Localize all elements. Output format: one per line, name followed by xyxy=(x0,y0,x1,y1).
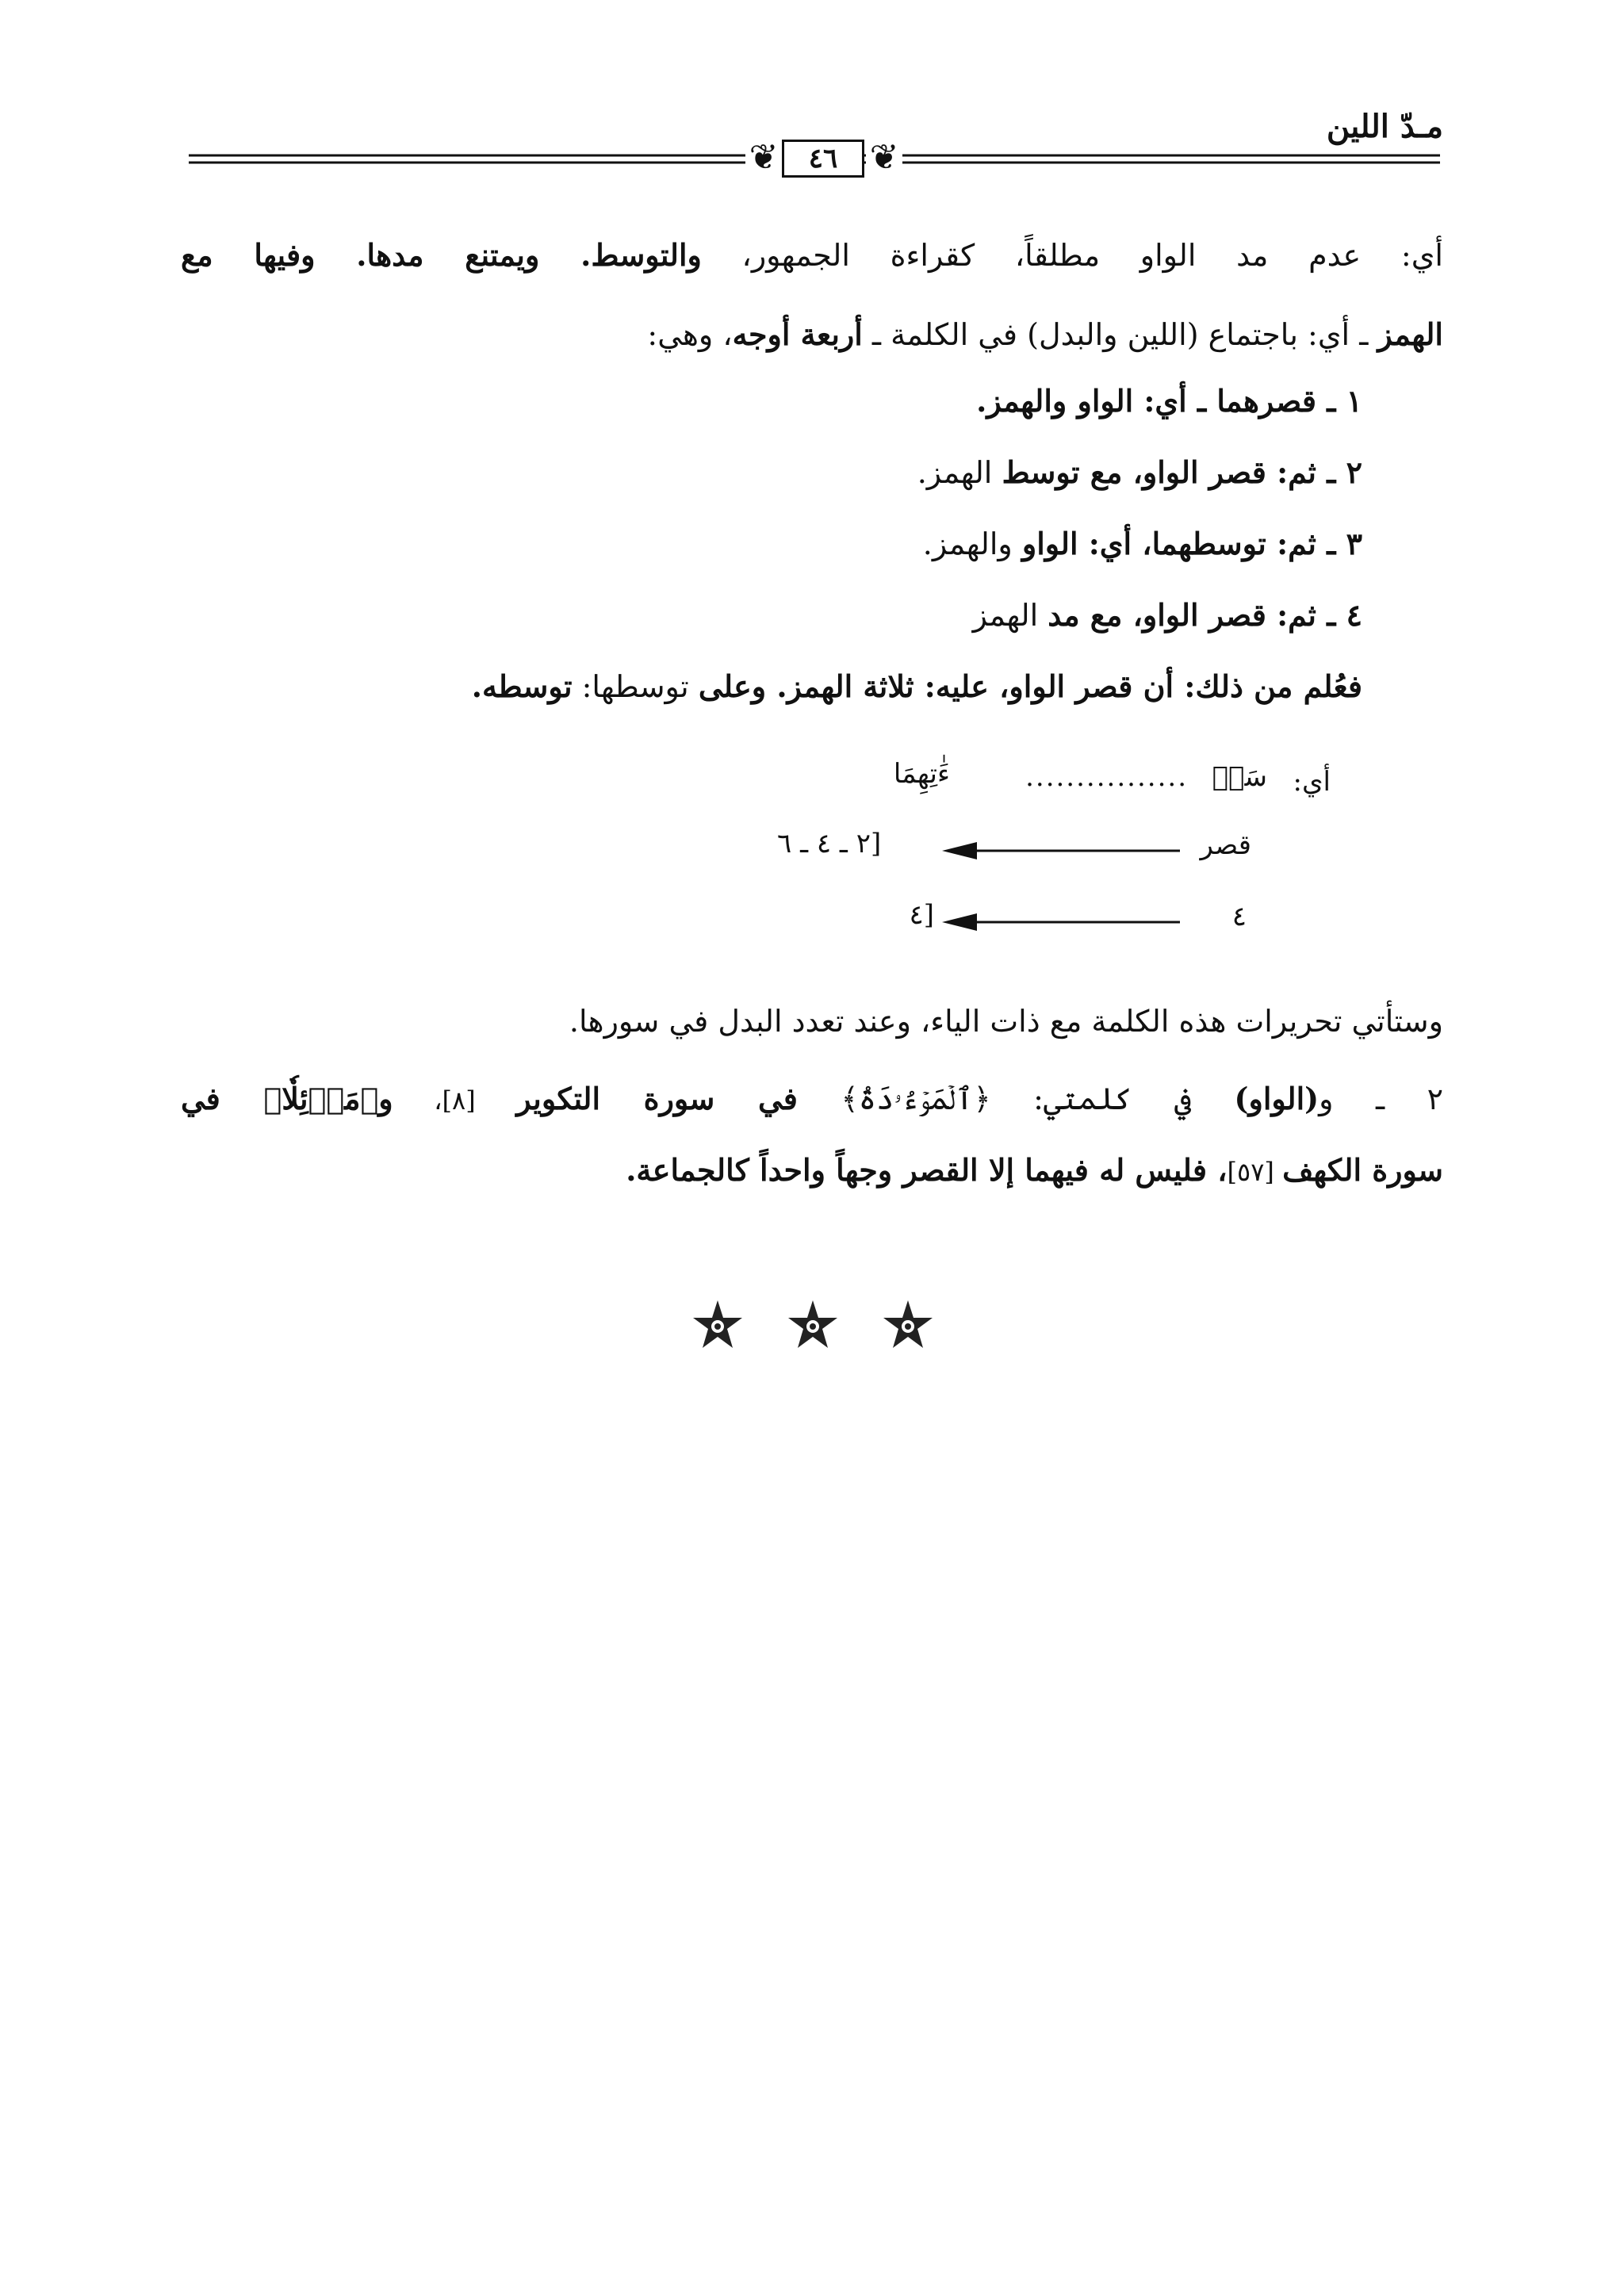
text-run: ، وهي: xyxy=(647,317,733,352)
diagram-dots: ................ xyxy=(1025,761,1188,793)
bold-run: في سورة التكوير xyxy=(516,1081,841,1116)
paragraph-line xyxy=(181,1075,1443,1124)
conclusion-line xyxy=(472,663,1362,710)
diagram-row-values: [٤ xyxy=(909,899,934,931)
bold-run: (الواو) xyxy=(1234,1081,1320,1116)
list-item xyxy=(976,377,1362,425)
diagram-row-values: [٢ ـ ٤ ـ ٦ xyxy=(777,828,882,859)
arrow-left-icon xyxy=(942,839,1180,863)
bold-run: والتوسط. ويمتنع مدها. وفيها مع xyxy=(181,237,702,273)
item-bold: ٢ ـ ثم: قصر الواو، مع توسط xyxy=(1002,454,1362,490)
item-bold: ١ ـ قصرهما ـ أي: الواو والهمز. xyxy=(976,383,1362,419)
diagram-word: سَوۡ xyxy=(1212,761,1267,793)
diagram-row-label: قصر xyxy=(1200,829,1251,861)
text-run: ٢ ـ و xyxy=(1319,1081,1443,1116)
page-number: ٤٦ xyxy=(782,140,864,178)
text-run: توسطها: xyxy=(572,669,699,704)
item-rest: الهمز. xyxy=(917,455,1002,490)
closing-stars-icon xyxy=(690,1299,936,1354)
arrow-left-icon xyxy=(942,910,1180,934)
list-item xyxy=(973,591,1362,639)
diagram-word: ءَٰتِهِمَا xyxy=(893,758,950,790)
right-ornament-icon: ❦ xyxy=(866,138,902,178)
item-bold: ٤ ـ ثم: قصر الواو، مع مد xyxy=(1048,597,1362,633)
bold-run: الهمز xyxy=(1377,316,1443,352)
bold-run: و﴿مَوۡئِلٗا﴾ في xyxy=(181,1081,393,1116)
quran-word: ﴿ٱلۡمَوۡءُۥدَةُ﴾ xyxy=(841,1081,991,1116)
paragraph-line xyxy=(181,232,1443,279)
paragraph-line xyxy=(181,1146,1443,1196)
item-bold: ٣ ـ ثم: توسطهما، أي: الواو xyxy=(1021,526,1362,561)
running-title: مـدّ اللين xyxy=(1326,108,1443,145)
verse-ref: [٥٧] xyxy=(1227,1157,1283,1187)
item-rest: والهمز. xyxy=(922,526,1022,561)
bold-run: فعُلم من ذلك: أن قصر الواو، عليه: ثلاثة الهمز. وعلى xyxy=(698,668,1362,704)
verse-ref: [٨]، xyxy=(393,1085,517,1116)
bold-run: توسطه. xyxy=(471,668,573,704)
paragraph-line: وستأتي تحريرات هذه الكلمة مع ذات الياء، وعند تعدد البدل في سورها. xyxy=(569,1004,1443,1039)
item-rest: الهمز xyxy=(972,598,1048,633)
paragraph-line xyxy=(181,311,1443,358)
bold-run: ، فليس له فيهما إلا القصر وجهاً واحداً كالجماعة. xyxy=(626,1152,1228,1188)
text-run: ـ أي: باجتماع (اللين والبدل) في الكلمة ـ xyxy=(862,317,1378,352)
text-run: أي: عدم مد الواو مطلقاً، كقراءة الجمهور، xyxy=(701,238,1443,273)
list-item xyxy=(923,520,1362,568)
diagram-label: أي: xyxy=(1293,766,1331,798)
text-run: في كلمتي: xyxy=(990,1081,1235,1116)
list-item xyxy=(917,449,1362,496)
bold-run: أربعة أوجه xyxy=(732,316,863,352)
diagram-row-label: ٤ xyxy=(1231,901,1247,932)
bold-run: سورة الكهف xyxy=(1282,1152,1443,1188)
left-ornament-icon: ❦ xyxy=(745,138,782,178)
